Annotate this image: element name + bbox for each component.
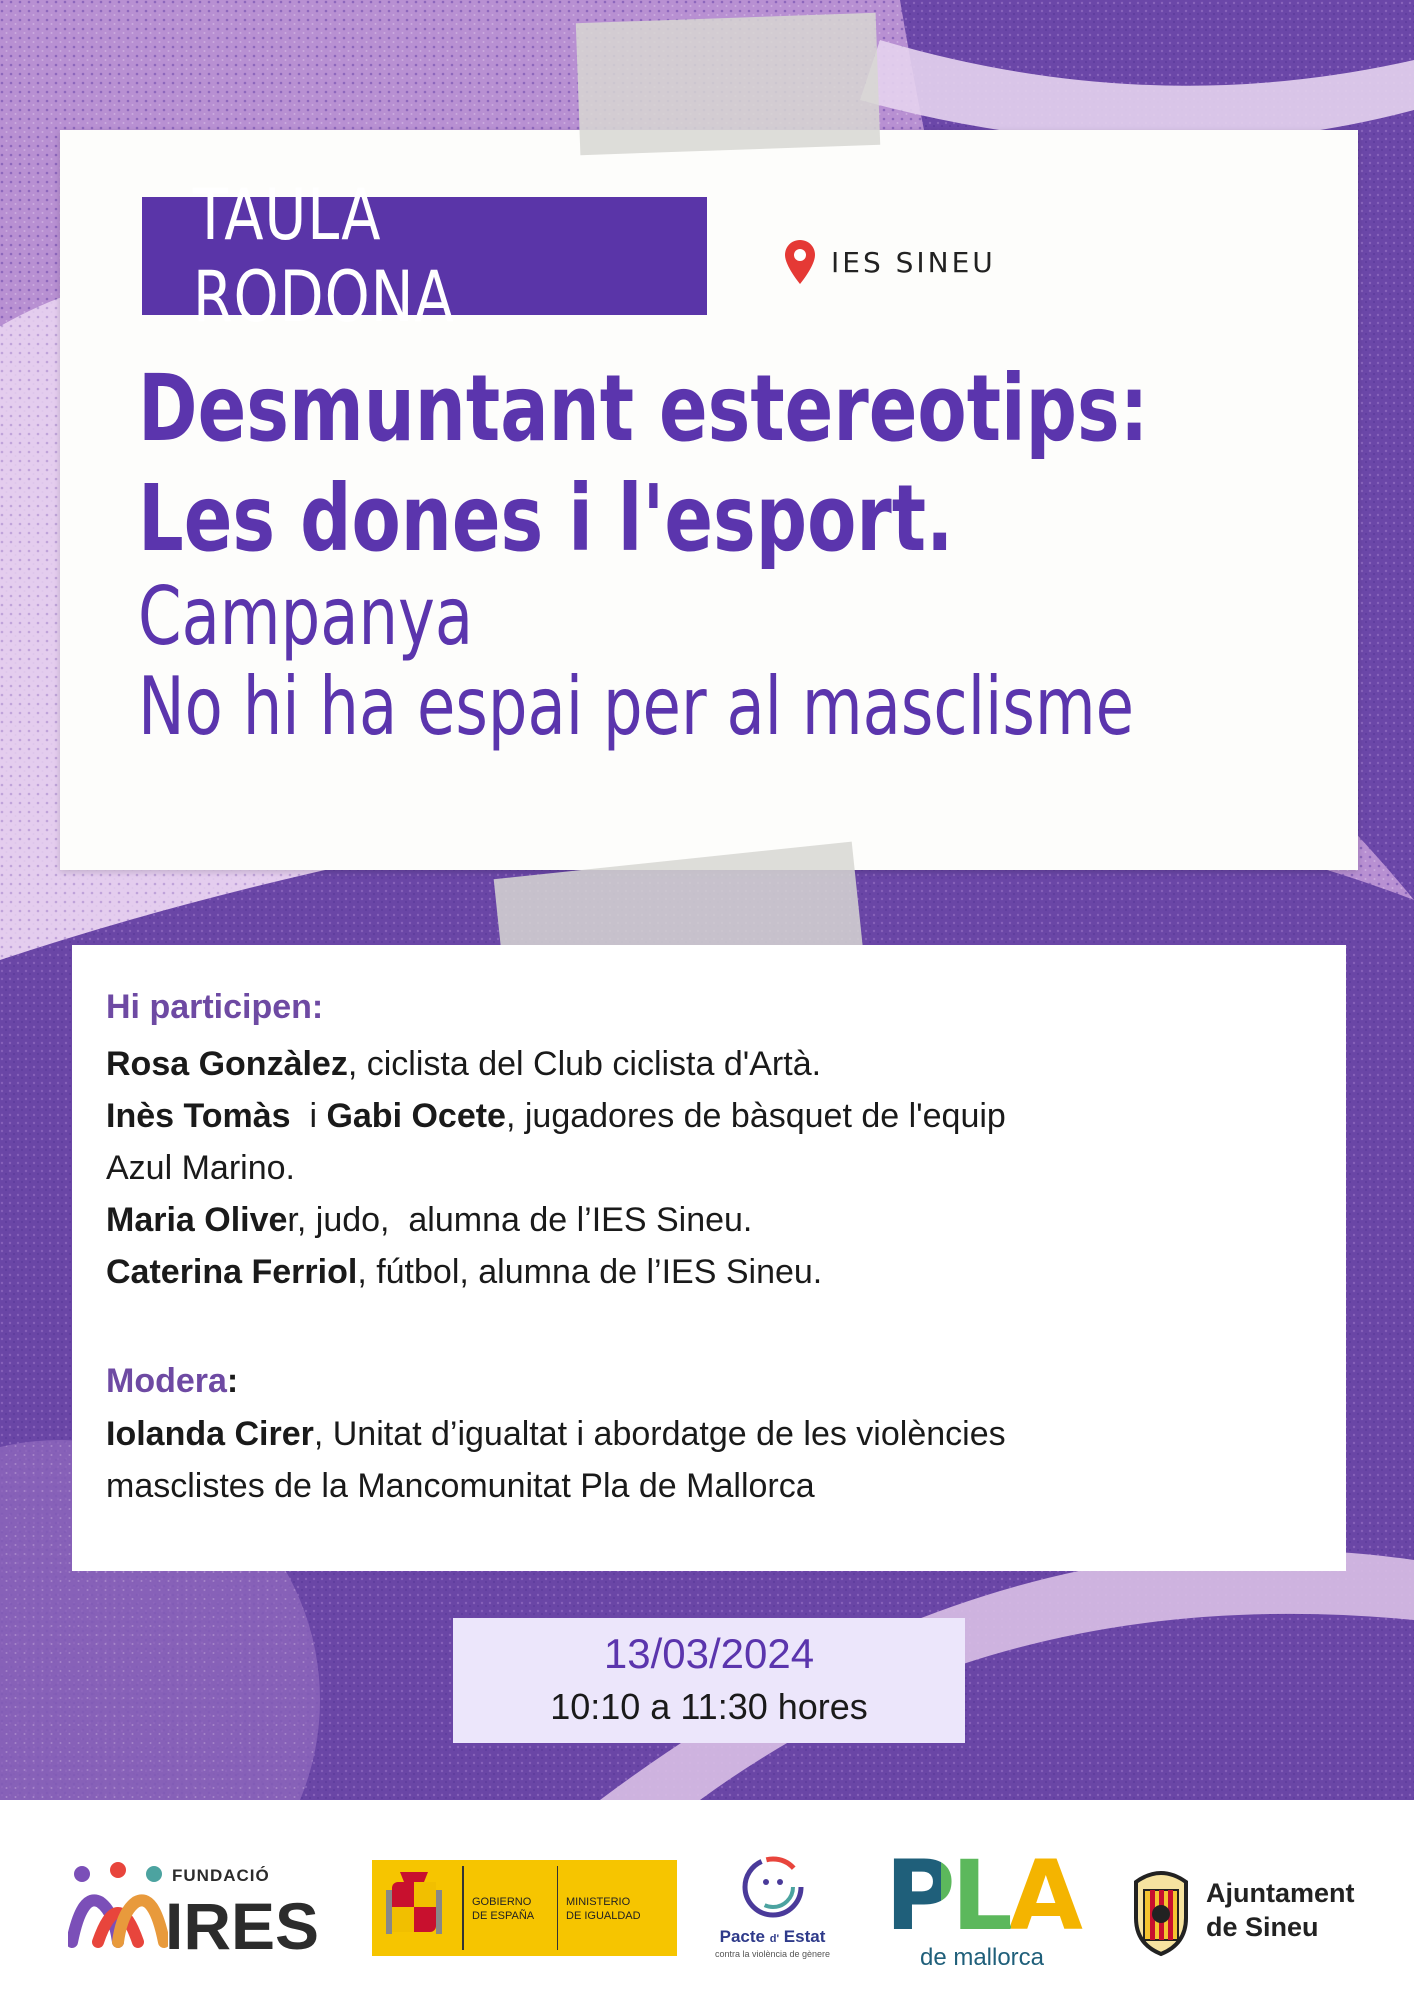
participant-2-name-b: Gabi Ocete — [326, 1097, 506, 1135]
participant-2-name-a: Inès Tomàs — [106, 1097, 291, 1135]
participant-1-desc: , ciclista del Club ciclista d'Artà. — [347, 1045, 822, 1083]
pla-logo-text: PLA — [862, 1850, 1102, 1942]
gob-label-4: DE IGUALDAD — [566, 1910, 641, 1922]
pacte-ring-icon — [738, 1852, 808, 1922]
event-type-label: TAULA RODONA — [192, 174, 455, 338]
moderator-cont: masclistes de la Mancomunitat Pla de Mallorca — [106, 1467, 815, 1505]
moderator-desc: , Unitat d’igualtat i abordatge de les violències — [313, 1415, 1006, 1453]
pla-logo-sub: de mallorca — [919, 1944, 1045, 1971]
participant-2-desc: , jugadores de bàsquet de l'equip — [505, 1097, 1006, 1135]
participant-2 — [106, 1097, 1006, 1136]
schedule-box — [453, 1618, 965, 1743]
participant-3 — [106, 1201, 752, 1240]
participant-4 — [106, 1253, 822, 1292]
moderator-name: Iolanda Cirer — [106, 1415, 314, 1453]
gob-label-1: GOBIERNO — [472, 1896, 532, 1908]
participant-1-name: Rosa Gonzàlez — [106, 1045, 348, 1083]
sineu-shield-icon — [1128, 1868, 1194, 1958]
participant-2-cont: Azul Marino. — [106, 1149, 295, 1187]
event-time: 10:10 a 11:30 hores — [550, 1686, 868, 1727]
event-type-badge — [142, 174, 707, 338]
participant-3-name: Maria Olive — [106, 1201, 288, 1239]
ires-people-icon — [68, 1862, 168, 1952]
sineu-text — [1206, 1876, 1355, 1944]
gobierno-logo — [372, 1860, 677, 1956]
location — [785, 240, 996, 284]
ires-small-label: FUNDACIÓ — [172, 1866, 270, 1885]
participant-2-join: i — [290, 1097, 327, 1135]
pla-mallorca-logo — [862, 1840, 1102, 1972]
pacte-word-2: d' — [769, 1933, 780, 1945]
gob-divider-2 — [557, 1866, 558, 1950]
pacte-title — [700, 1927, 845, 1949]
subtitle-line-1: Campanya — [138, 570, 474, 663]
moderator-heading-label: Modera — [106, 1362, 227, 1400]
moderator-heading-colon: : — [226, 1362, 239, 1400]
participants-heading: Hi participen: — [106, 988, 324, 1026]
participant-4-name: Caterina Ferriol — [106, 1253, 358, 1291]
participant-3-desc: r, judo, alumna de l’IES Sineu. — [287, 1201, 753, 1239]
pacte-tagline: contra la violència de gènere — [714, 1949, 831, 1959]
tape-top — [576, 13, 880, 155]
location-pin-icon — [785, 240, 815, 284]
gob-label-2: DE ESPAÑA — [472, 1910, 535, 1922]
title-line-2: Les dones i l'esport. — [138, 465, 954, 572]
subtitle-line-2: No hi ha espai per al masclisme — [138, 660, 1135, 753]
pacte-word-1: Pacte — [719, 1927, 765, 1946]
pacte-estat-logo — [700, 1852, 845, 1959]
moderator-heading — [106, 1362, 238, 1401]
gob-divider — [462, 1866, 464, 1950]
event-date: 13/03/2024 — [603, 1630, 815, 1677]
gob-label-3: MINISTERIO — [566, 1896, 631, 1908]
spain-coat-of-arms-icon — [386, 1870, 442, 1946]
moderator — [106, 1415, 1006, 1454]
location-label: IES SINEU — [831, 245, 996, 279]
participant-4-desc: , fútbol, alumna de l’IES Sineu. — [357, 1253, 823, 1291]
participant-1 — [106, 1045, 821, 1084]
sineu-line-1: Ajuntament — [1206, 1878, 1355, 1908]
pacte-word-3: Estat — [783, 1927, 826, 1946]
sineu-line-2: de Sineu — [1206, 1912, 1319, 1942]
ires-logo-text: IRES — [165, 1889, 320, 1963]
title-line-1: Desmuntant estereotips: — [138, 355, 1149, 462]
